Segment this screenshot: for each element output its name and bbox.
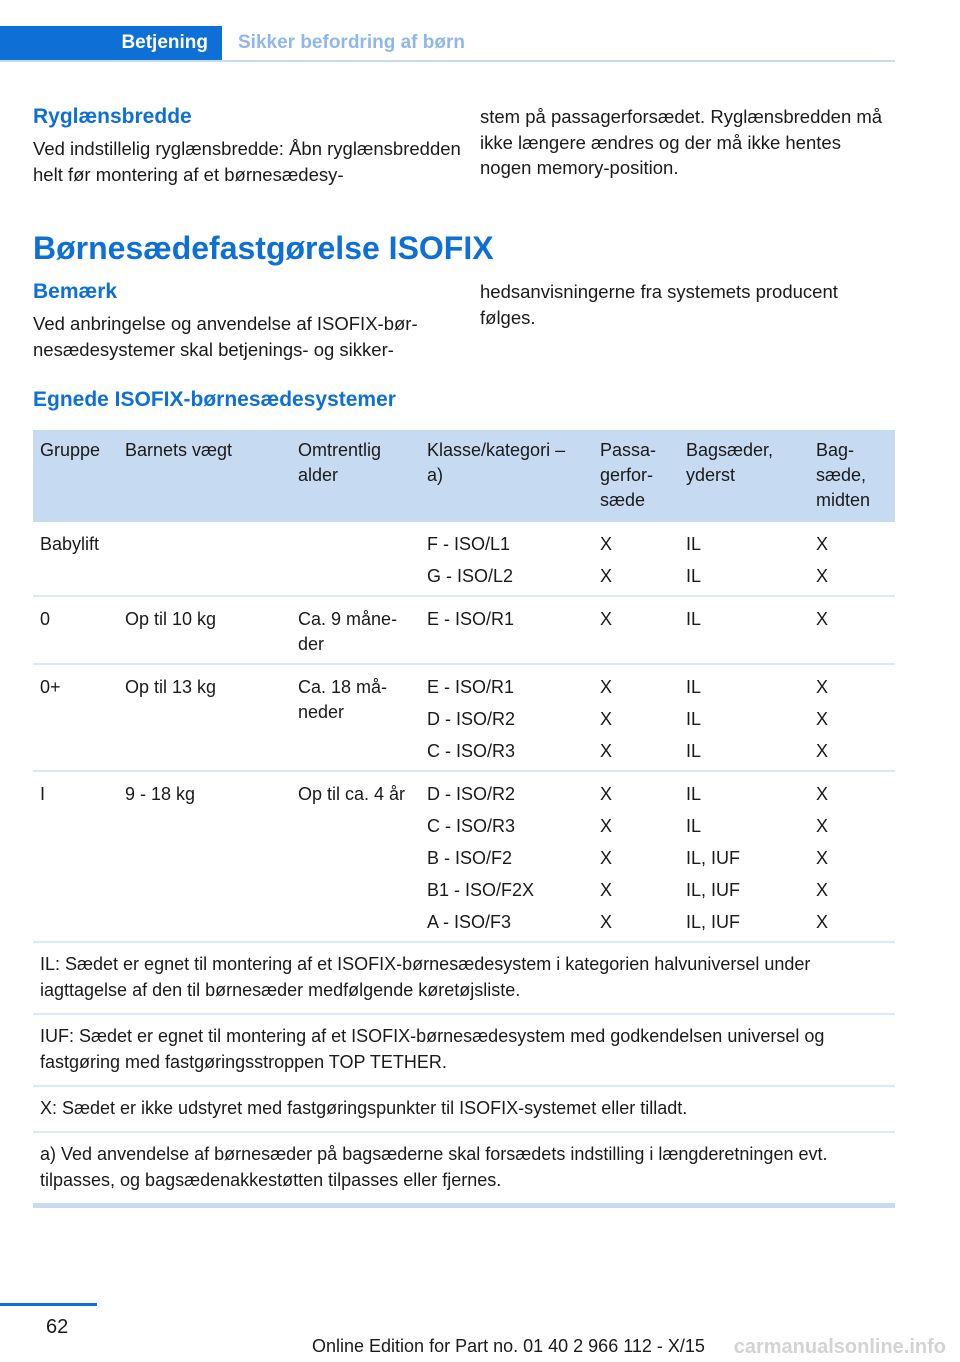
cell-line: X	[600, 912, 613, 932]
cell-line: E - ISO/R1	[427, 609, 515, 629]
cell-alder	[291, 522, 420, 596]
cell-line: IL	[686, 709, 702, 729]
cell-passager	[593, 771, 679, 942]
cell-vaegt: Op til 13 kg	[118, 664, 291, 771]
section-bemaerk-left	[33, 279, 463, 362]
cell-line: X	[600, 609, 613, 629]
cell-gruppe: 0	[33, 596, 118, 664]
cell-line: X	[600, 784, 613, 804]
cell-line: X	[600, 677, 613, 697]
cell-midten	[809, 522, 895, 596]
cell-line: X	[816, 609, 829, 629]
watermark: carmanualsonline.info	[733, 1336, 946, 1358]
tab-betjening[interactable]: Betjening	[0, 26, 222, 60]
table-note-row	[33, 1014, 895, 1086]
cell-line: IL	[686, 784, 702, 804]
table-header-row	[33, 430, 895, 522]
cell-line: IL	[686, 609, 702, 629]
note-iuf: IUF: Sædet er egnet til montering af et ISOFIX-børnesædesystem med godkendelsen universel og fastgøring med fastgøringsstroppen TOP TETHER.	[33, 1014, 895, 1086]
cell-line: C - ISO/R3	[427, 816, 516, 836]
table-row	[33, 771, 895, 942]
cell-vaegt: 9 - 18 kg	[118, 771, 291, 942]
cell-line: X	[600, 880, 613, 900]
cell-line: G - ISO/L2	[427, 566, 514, 586]
cell-midten	[809, 596, 895, 664]
cell-line: X	[816, 534, 829, 554]
cell-line: IL	[686, 816, 702, 836]
cell-line: IL	[686, 534, 702, 554]
cell-line: X	[600, 566, 613, 586]
cell-yderst	[679, 664, 809, 771]
cell-line: A - ISO/F3	[427, 912, 512, 932]
cell-line: B1 - ISO/F2X	[427, 880, 535, 900]
cell-line: C - ISO/R3	[427, 741, 516, 761]
cell-line: X	[816, 677, 829, 697]
cell-line: IL	[686, 741, 702, 761]
cell-gruppe: I	[33, 771, 118, 942]
table-note-row	[33, 1086, 895, 1132]
table-note-row	[33, 1132, 895, 1206]
cell-klasse	[420, 771, 593, 942]
table-row	[33, 664, 895, 771]
note-x: X: Sædet er ikke udstyret med fastgøringspunkter til ISOFIX-systemet eller tilladt.	[33, 1086, 895, 1132]
table-note-row	[33, 942, 895, 1014]
cell-line: IL, IUF	[686, 848, 741, 868]
heading-isofix: Børnesædefastgørelse ISOFIX	[33, 230, 494, 266]
header-barnets-vaegt: Barnets vægt	[118, 430, 291, 522]
cell-line: X	[600, 848, 613, 868]
cell-line: X	[816, 912, 829, 932]
cell-line: X	[600, 534, 613, 554]
header-gruppe: Gruppe	[33, 430, 118, 522]
cell-line: X	[600, 816, 613, 836]
cell-passager	[593, 664, 679, 771]
cell-alder: Op til ca. 4 år	[291, 771, 420, 942]
cell-line: X	[816, 880, 829, 900]
header-omtrentlig-alder: Omtrentlig alder	[291, 430, 420, 522]
header-bagsaeder-yderst: Bagsæder, yderst	[679, 430, 809, 522]
cell-line: B - ISO/F2	[427, 848, 513, 868]
table-row	[33, 522, 895, 596]
heading-egnede-isofix: Egnede ISOFIX-børnesædesystemer	[33, 388, 396, 411]
cell-alder: Ca. 18 måneder	[291, 664, 420, 771]
cell-line: E - ISO/R1	[427, 677, 515, 697]
note-a: a) Ved anvendelse af børnesæder på bagsæderne skal forsædets indstilling i længderetningen evt. tilpasses, og bagsædenakkestøtten tilpasses eller fjernes.	[33, 1132, 895, 1206]
footer-divider	[0, 1303, 97, 1306]
text-bemaerk-right: hedsanvisningerne fra systemets producent følges.	[480, 281, 838, 328]
cell-line: D - ISO/R2	[427, 709, 516, 729]
text-ryglaensbredde-right: stem på passagerforsædet. Ryglænsbredden må ikke længere ændres og der må ikke hentes nogen memory-position.	[480, 106, 883, 178]
heading-bemaerk: Bemærk	[33, 280, 118, 303]
cell-line: F - ISO/L1	[427, 534, 511, 554]
cell-klasse	[420, 664, 593, 771]
tab-sikker-befordring[interactable]: Sikker befordring af børn	[238, 32, 465, 53]
cell-line: IL	[686, 566, 702, 586]
header-bagsaede-midten: Bagsæde, midten	[809, 430, 895, 522]
cell-line: X	[600, 741, 613, 761]
cell-vaegt: Op til 10 kg	[118, 596, 291, 664]
text-bemaerk-left: Ved anbringelse og anvendelse af ISOFIX-børnesædesystemer skal betjenings- og sikker-	[33, 313, 418, 360]
cell-line: X	[816, 784, 829, 804]
cell-klasse	[420, 596, 593, 664]
cell-line: X	[816, 848, 829, 868]
cell-line: X	[600, 709, 613, 729]
section-ryglaensbredde-left	[33, 104, 463, 187]
cell-alder: Ca. 9 måneder	[291, 596, 420, 664]
cell-midten	[809, 771, 895, 942]
cell-line: X	[816, 741, 829, 761]
table-row	[33, 596, 895, 664]
cell-line: X	[816, 816, 829, 836]
cell-passager	[593, 522, 679, 596]
cell-line: IL, IUF	[686, 880, 741, 900]
cell-midten	[809, 664, 895, 771]
cell-klasse	[420, 522, 593, 596]
cell-line: IL, IUF	[686, 912, 741, 932]
cell-passager	[593, 596, 679, 664]
heading-ryglaensbredde: Ryglænsbredde	[33, 105, 192, 128]
section-bemaerk-right	[480, 279, 895, 330]
cell-line: D - ISO/R2	[427, 784, 516, 804]
cell-vaegt	[118, 522, 291, 596]
header-tabbar	[0, 26, 895, 60]
header-divider	[0, 60, 895, 62]
cell-gruppe: Babylift	[33, 522, 118, 596]
cell-yderst	[679, 771, 809, 942]
section-ryglaensbredde-right	[480, 104, 895, 181]
edition-text: Online Edition for Part no. 01 40 2 966 112 - X/15	[312, 1336, 705, 1356]
cell-line: X	[816, 709, 829, 729]
note-il: IL: Sædet er egnet til montering af et ISOFIX-børnesædesystem i kategorien halvuniversel under iagttagelse af den til børnesæder medfølgende køretøjsliste.	[33, 942, 895, 1014]
cell-line: X	[816, 566, 829, 586]
header-passagerforsaede: Passagerforsæde	[593, 430, 679, 522]
page-number: 62	[46, 1316, 69, 1338]
header-klasse-kategori: Klasse/kategori – a)	[420, 430, 593, 522]
text-ryglaensbredde-left: Ved indstillelig ryglænsbredde: Åbn ryglænsbredden helt før montering af et børnesædesy-	[33, 138, 461, 185]
isofix-table	[33, 430, 895, 1208]
cell-line: IL	[686, 677, 702, 697]
cell-yderst	[679, 522, 809, 596]
cell-yderst	[679, 596, 809, 664]
cell-gruppe: 0+	[33, 664, 118, 771]
